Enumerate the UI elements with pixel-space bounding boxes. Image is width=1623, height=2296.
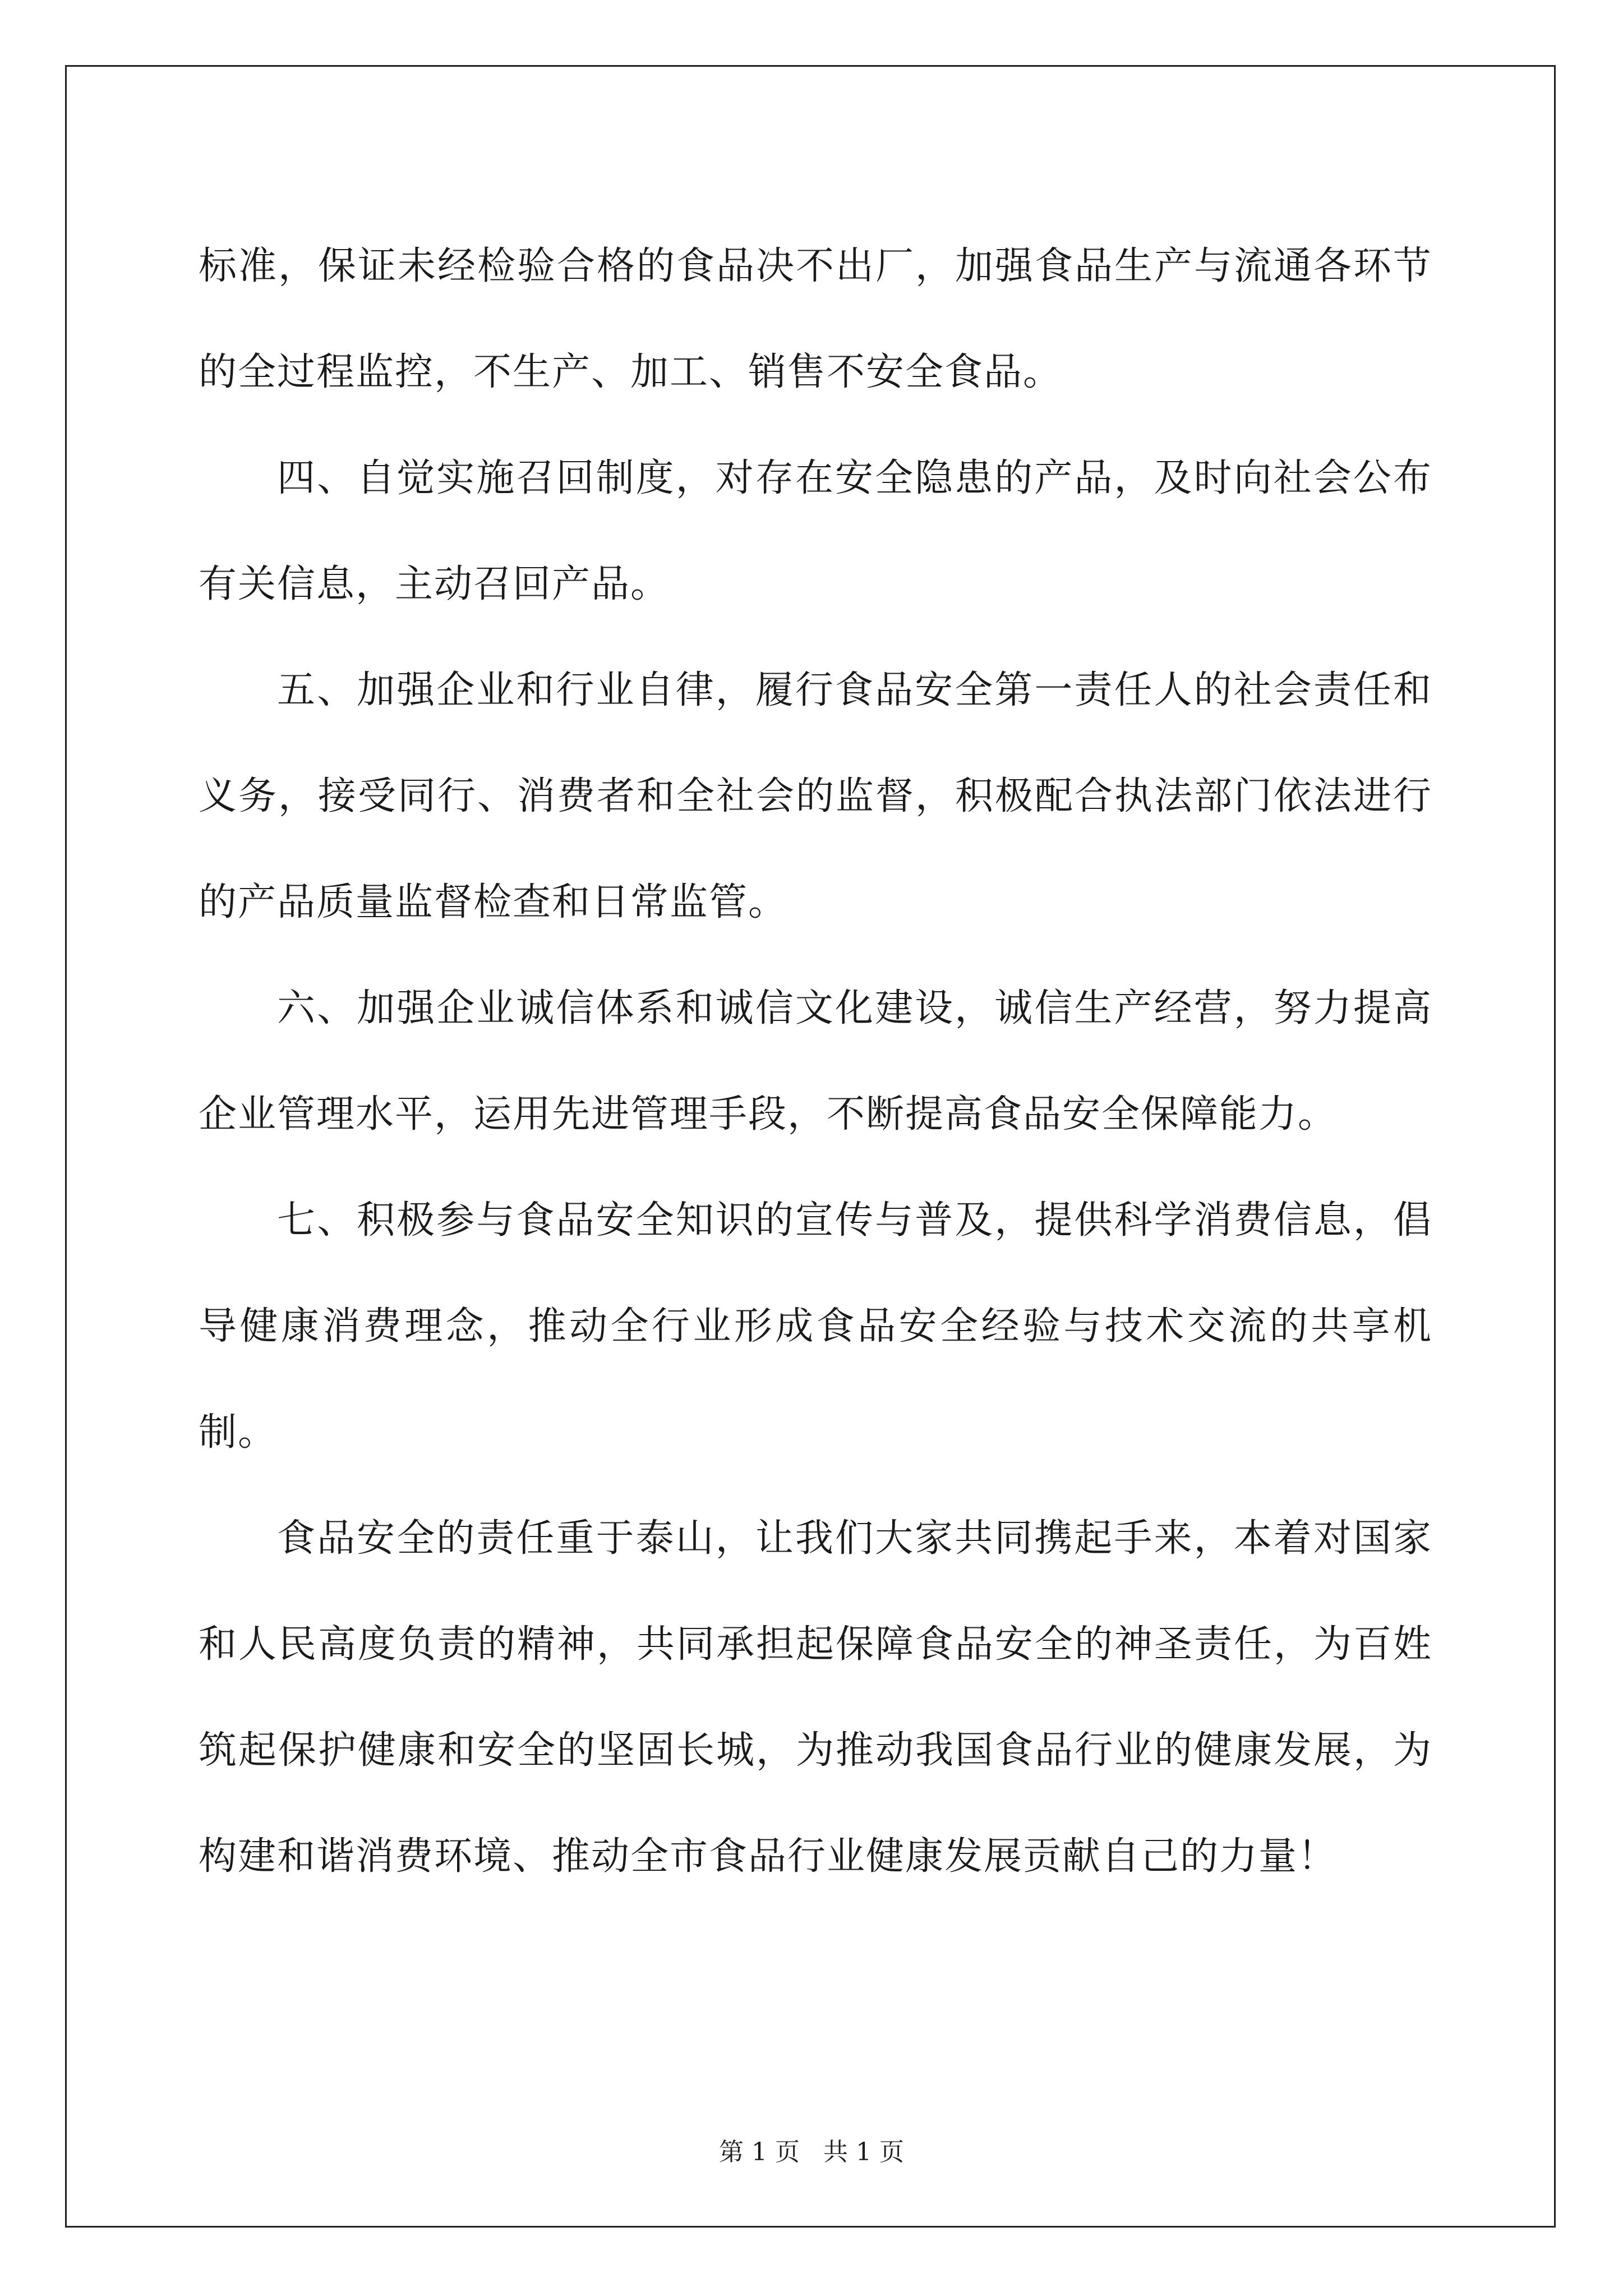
paragraph-item-5: 五、加强企业和行业自律，履行食品安全第一责任人的社会责任和义务，接受同行、消费者和全社会的监督，积极配合执法部门依法进行的产品质量监督检查和日常监管。 — [199, 668, 1432, 924]
document-body — [199, 213, 1432, 1910]
page-footer — [0, 2132, 1623, 2168]
paragraph-item-7: 七、积极参与食品安全知识的宣传与普及，提供科学消费信息，倡导健康消费理念，推动全行业形成食品安全经验与技术交流的共享机制。 — [199, 1198, 1432, 1455]
page-total: 共 1 页 — [823, 2138, 904, 2166]
paragraph-closing: 食品安全的责任重于泰山，让我们大家共同携起手来，本着对国家和人民高度负责的精神，共同承担起保障食品安全的神圣责任，为百姓筑起保护健康和安全的坚固长城，为推动我国食品行业的健康发展，为构建和谐消费环境、推动全市食品行业健康发展贡献自己的力量！ — [199, 1516, 1432, 1879]
paragraph-continuation: 标准，保证未经检验合格的食品决不出厂，加强食品生产与流通各环节的全过程监控，不生产、加工、销售不安全食品。 — [199, 244, 1432, 394]
page-number: 第 1 页 — [719, 2138, 800, 2166]
paragraph-item-6: 六、加强企业诚信体系和诚信文化建设，诚信生产经营，努力提高企业管理水平，运用先进管理手段，不断提高食品安全保障能力。 — [199, 986, 1432, 1137]
paragraph-item-4: 四、自觉实施召回制度，对存在安全隐患的产品，及时向社会公布有关信息，主动召回产品。 — [199, 456, 1432, 606]
